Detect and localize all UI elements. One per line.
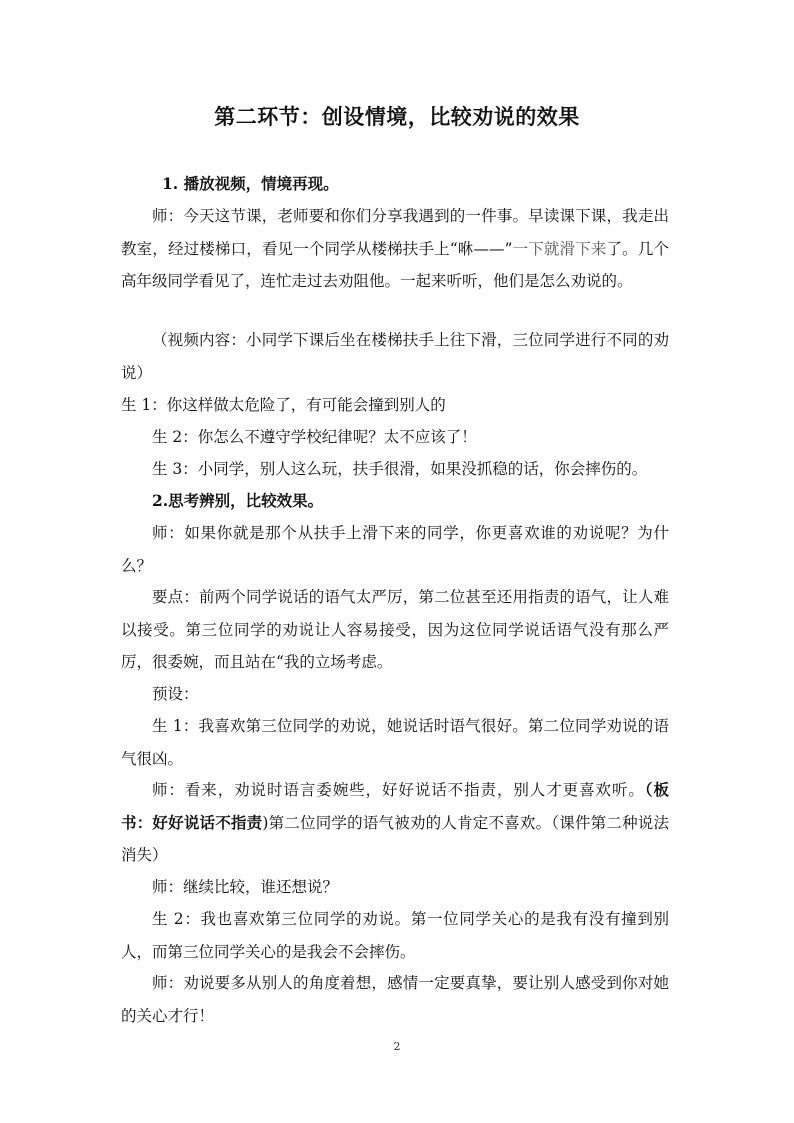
teacher-intro-text: 师：今天这节课，老师要和你们分享我遇到的一件事。早读课下课，我走出教室，经过楼梯口，看见一个同学从楼梯扶手上“咻——” [121,207,669,258]
paragraph-teacher-intro [121,200,669,298]
page-number: 2 [393,1040,401,1053]
teacher-intro-text-end: 了。几个高年级同学看见了，连忙走过去劝阻他。一起来听听，他们是怎么劝说的。 [121,239,669,290]
board-note-text: （板书：好好说话不指责 [121,780,669,832]
paragraph-video-content: （视频内容：小同学下课后坐在楼梯扶手上往下滑，三位同学进行不同的劝说） [121,331,669,382]
paragraph-teacher-continue: 师：继续比较，谁还想说？ [152,878,339,896]
paragraph-key-points: 要点：前两个同学说话的语气太严厉，第二位甚至还用指责的语气，让人难以接受。第三位同学的劝说让人容易接受，因为这位同学说话语气没有那么严厉，很委婉，而且站在“我的立场考虑。 [121,588,669,671]
page-title: 第二环节：创设情境，比较劝说的效果 [214,104,580,129]
paragraph-student-1: 生 1：你这样做太危险了，有可能会撞到别人的 [121,396,446,414]
teacher-summary-text: 师：看来，劝说时语言委婉些，好好说话不指责，别人才更喜欢听。 [152,781,645,799]
paragraph-preset-student-1: 生 1：我喜欢第三位同学的劝说，她说话时语气很好。第二位同学劝说的语气很凶。 [121,717,669,768]
paragraph-teacher-question: 师：如果你就是那个从扶手上滑下来的同学，你更喜欢谁的劝说呢？为什么？ [121,524,669,575]
paragraph-student-3: 生 3：小同学，别人这么玩，扶手很滑，如果没抓稳的话，你会摔伤的。 [152,460,648,478]
paragraph-preset-label: 预设： [152,685,199,703]
teacher-intro-gray-text: 一下就滑下来 [512,239,607,258]
section-heading-1: 1. 播放视频，情境再现。 [162,174,339,193]
paragraph-teacher-summary [121,774,669,872]
paragraph-teacher-conclusion: 师：劝说要多从别人的角度着想，感情一定要真挚，要让别人感受到你对她的关心才行！ [121,974,669,1025]
paragraph-student-2: 生 2：你怎么不遵守学校纪律呢？太不应该了！ [152,428,477,446]
paragraph-preset-student-2: 生 2：我也喜欢第三位同学的劝说。第一位同学关心的是我有没有撞到别人，而第三位同学关心的是我会不会摔伤。 [121,910,669,961]
section-heading-2: 2.思考辨别，比较效果。 [152,491,324,510]
teacher-summary-text-end: )第二位同学的语气被劝的人肯定不喜欢。（课件第二种说法消失） [121,813,669,864]
